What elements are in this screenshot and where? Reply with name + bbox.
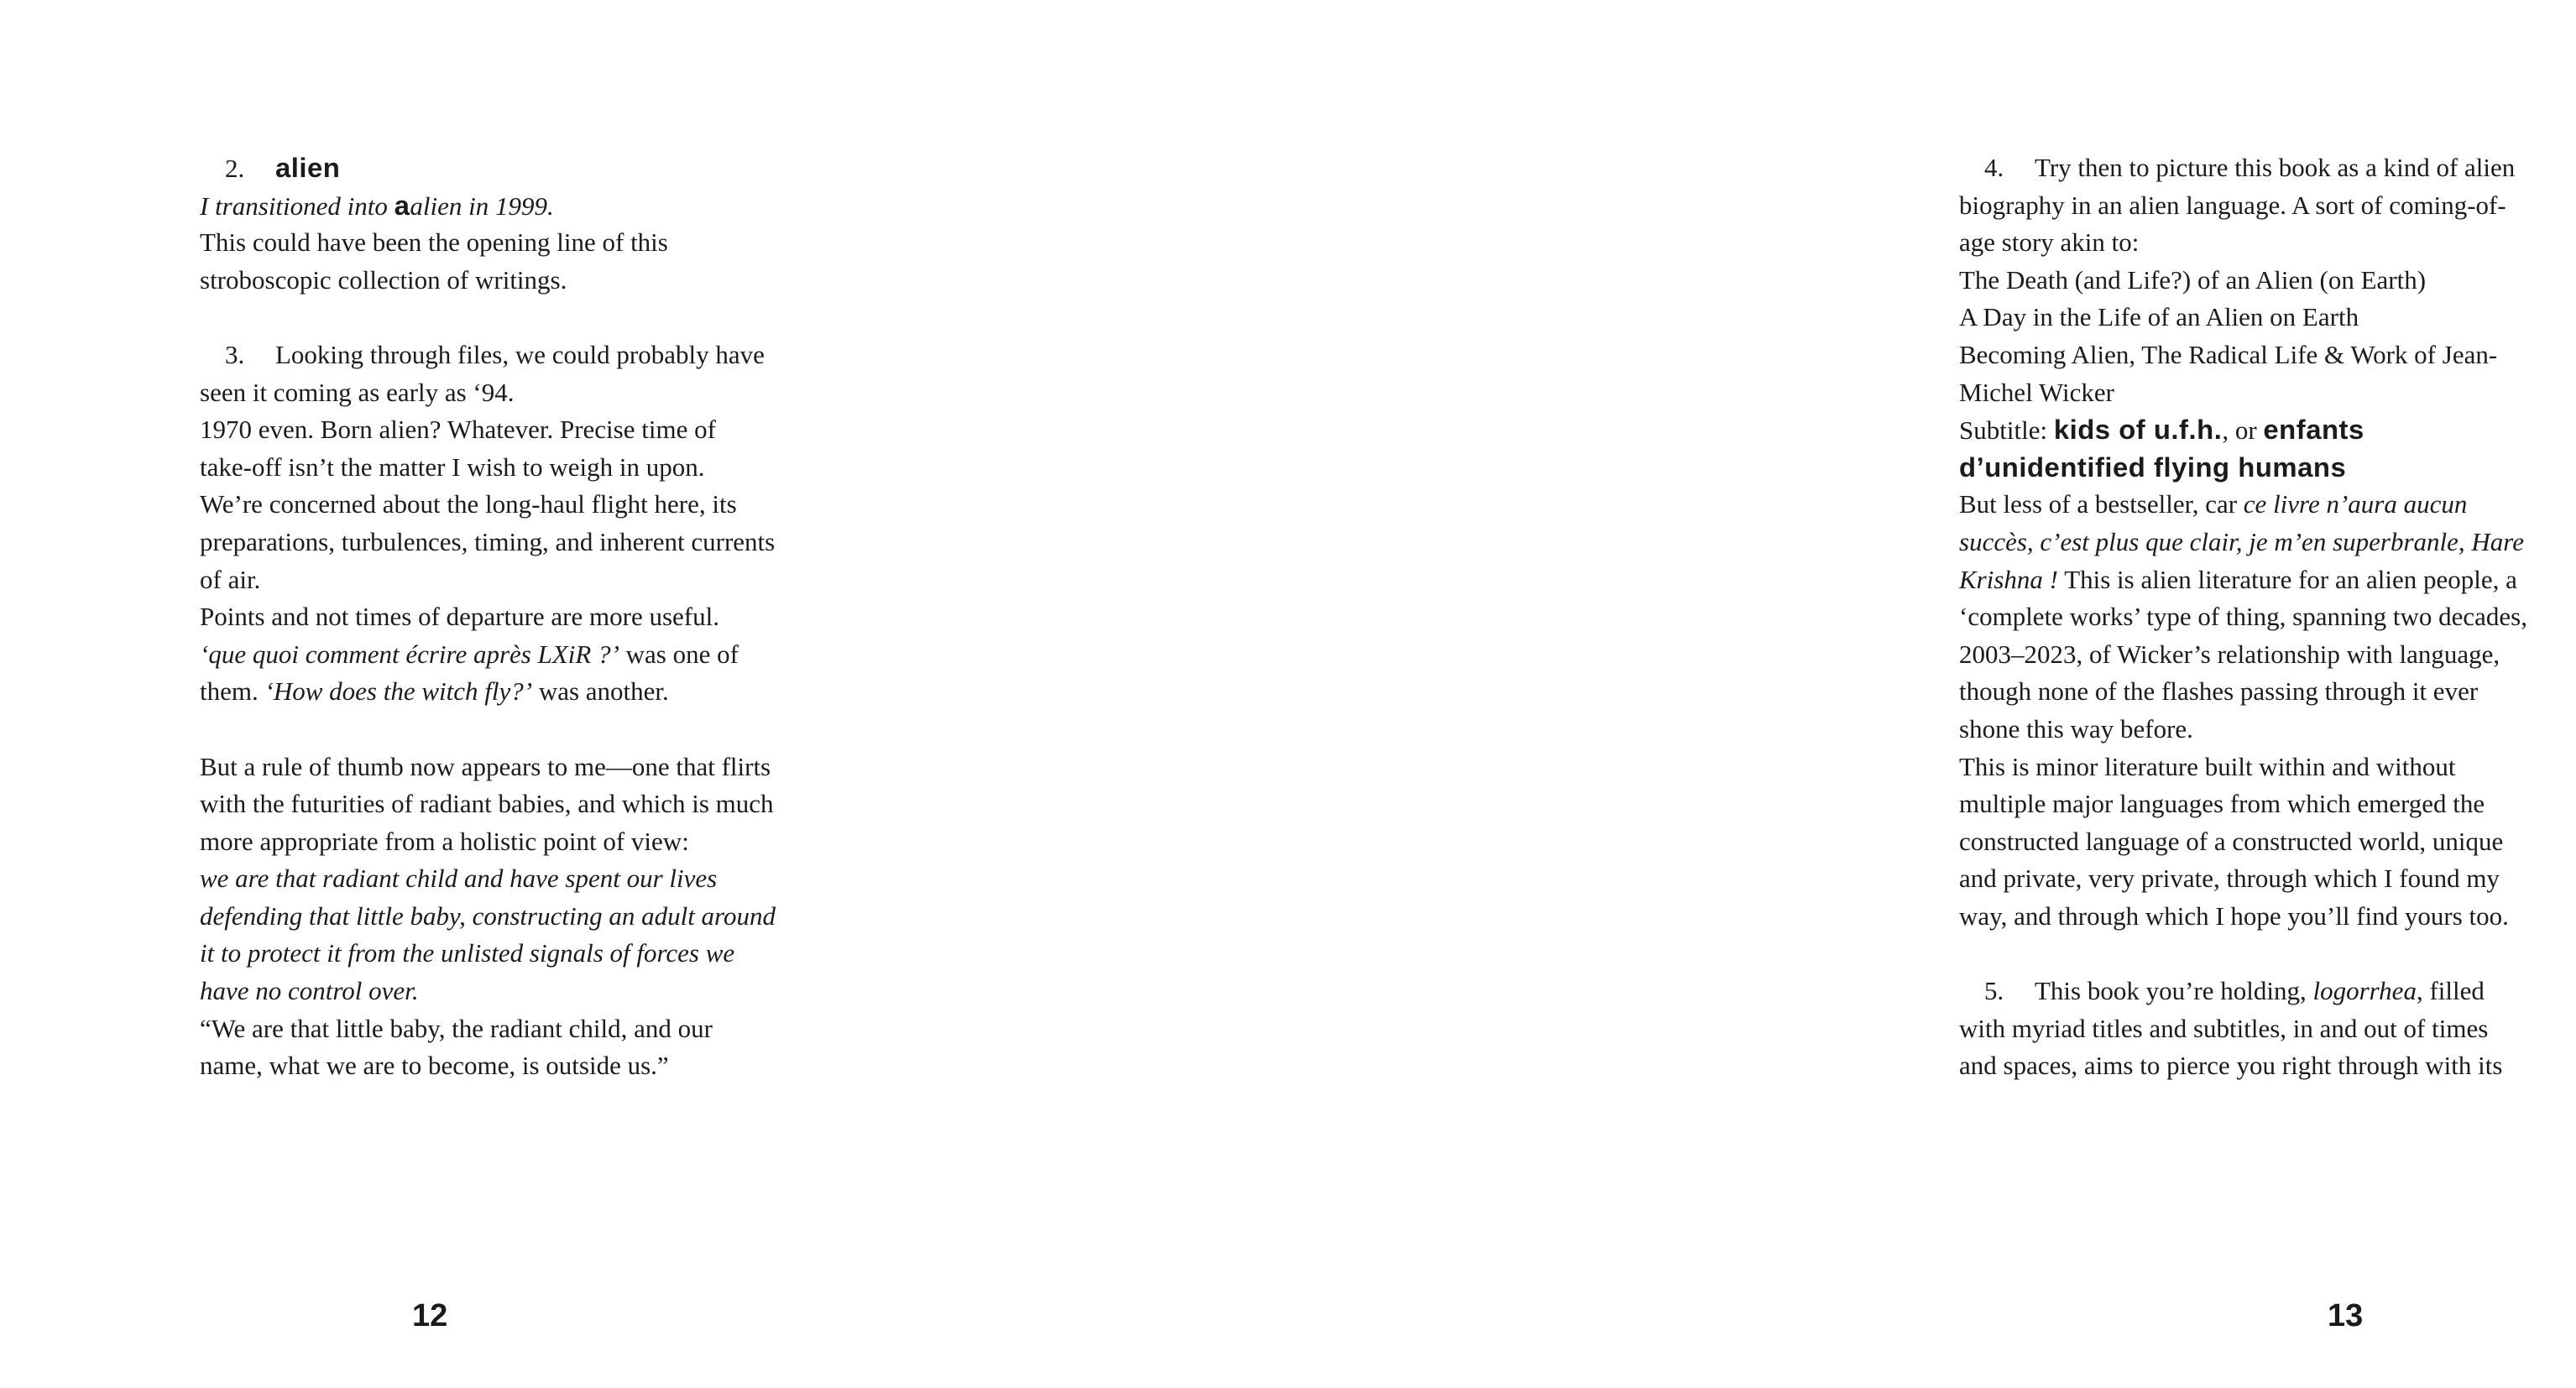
text-run: ‘que quoi comment écrire après LXiR ?’ (200, 639, 619, 669)
text-line (200, 149, 825, 187)
text-run: We’re concerned about the long-haul flight here, its (200, 489, 737, 519)
blank-line (1959, 935, 2576, 973)
text-line (200, 1047, 825, 1085)
text-line (1959, 224, 2576, 262)
text-line (200, 449, 825, 487)
text-run: name, what we are to become, is outside us.” (200, 1051, 669, 1081)
text-line (1959, 973, 2576, 1010)
text-line (1959, 561, 2576, 599)
text-line (200, 486, 825, 524)
text-run: way, and through which I hope you’ll find yours too. (1959, 900, 2509, 931)
text-line (1959, 337, 2576, 374)
text-run: with myriad titles and subtitles, in and out of times (1959, 1013, 2489, 1043)
text-run: Michel Wicker (1959, 377, 2114, 407)
text-run: Krishna ! (1959, 564, 2058, 594)
text-run: ‘complete works’ type of thing, spanning two decades, (1959, 602, 2527, 632)
text-run: alien in 1999. (410, 190, 554, 221)
text-run: we are that radiant child and have spent our lives (200, 864, 718, 894)
text-run: it to protect it from the unlisted signals of forces we (200, 938, 735, 968)
text-line (200, 224, 825, 262)
text-run: ce livre n’aura aucun (2243, 489, 2468, 519)
text-run: A Day in the Life of an Alien on Earth (1959, 302, 2359, 332)
text-line (200, 524, 825, 561)
text-line (1959, 711, 2576, 749)
text-line (1959, 1047, 2576, 1085)
text-column-left (200, 149, 825, 1085)
text-run: them. (200, 676, 265, 707)
text-run: defending that little baby, constructing an adult around (200, 900, 776, 931)
text-run: take-off isn’t the matter I wish to weigh in upon. (200, 451, 705, 482)
text-run: Try then to picture this book as a kind of alien (2035, 153, 2516, 182)
text-run: more appropriate from a holistic point of view: (200, 826, 689, 856)
text-line (200, 898, 825, 936)
text-line (200, 411, 825, 449)
page-number-right: 13 (2328, 1298, 2364, 1333)
text-run: I transitioned into (200, 190, 394, 221)
text-run: 3. (225, 339, 245, 369)
text-line (1959, 673, 2576, 711)
text-run: But a rule of thumb now appears to me—one that flirts (200, 751, 771, 781)
text-run: d’unidentified flying humans (1959, 451, 2347, 483)
text-line (200, 1010, 825, 1048)
text-line (200, 823, 825, 861)
text-run: logorrhea (2312, 976, 2417, 1006)
text-run: Looking through files, we could probably have (275, 339, 765, 369)
text-run: Becoming Alien, The Radical Life & Work of Jean- (1959, 339, 2498, 369)
text-line (1959, 187, 2576, 225)
text-run: kids of u.f.h. (2053, 414, 2223, 446)
text-run: This is alien literature for an alien people, a (2058, 564, 2517, 594)
page-right (925, 0, 2527, 1388)
text-run: was another. (532, 676, 669, 707)
text-line (200, 785, 825, 823)
text-run: though none of the flashes passing through it ever (1959, 676, 2479, 707)
text-line (200, 598, 825, 636)
text-line (200, 374, 825, 412)
text-run: This book you’re holding, (2035, 976, 2313, 1006)
text-line (1959, 898, 2576, 936)
text-run: 2. (225, 154, 245, 183)
text-line (1959, 486, 2576, 524)
text-line (1959, 262, 2576, 300)
text-line (1959, 1010, 2576, 1048)
text-run: of air. (200, 564, 261, 594)
text-run: But less of a bestseller, car (1959, 489, 2244, 519)
text-line (1959, 860, 2576, 898)
text-line (200, 561, 825, 599)
blank-line (200, 299, 825, 337)
text-line (200, 262, 825, 300)
text-line (1959, 636, 2576, 674)
text-run: enfants (2263, 414, 2364, 446)
text-run: stroboscopic collection of writings. (200, 264, 567, 295)
text-run: have no control over. (200, 976, 419, 1006)
text-line (1959, 749, 2576, 786)
text-line (200, 636, 825, 674)
text-line (1959, 823, 2576, 861)
text-run: Points and not times of departure are more useful. (200, 602, 719, 632)
text-line (200, 935, 825, 973)
text-run: seen it coming as early as ‘94. (200, 377, 515, 407)
text-run: biography in an alien language. A sort of coming-of- (1959, 190, 2506, 220)
text-line (1959, 299, 2576, 337)
text-line (200, 749, 825, 786)
text-line (1959, 598, 2576, 636)
text-line (1959, 785, 2576, 823)
text-run: , filled (2416, 976, 2485, 1006)
text-line (200, 673, 825, 711)
text-run: a (394, 189, 410, 221)
text-run: shone this way before. (1959, 713, 2193, 744)
text-line (200, 187, 825, 225)
text-run: This could have been the opening line of this (200, 227, 668, 258)
text-run: alien (275, 152, 341, 183)
text-line (1959, 411, 2576, 449)
text-run: constructed language of a constructed world, unique (1959, 826, 2504, 856)
text-line (1959, 524, 2576, 561)
text-run: ‘How does the witch fly?’ (264, 676, 533, 707)
text-run: Subtitle: (1959, 415, 2054, 446)
blank-line (200, 711, 825, 749)
text-run: and spaces, aims to pierce you right through with its (1959, 1051, 2503, 1081)
text-line (1959, 374, 2576, 412)
text-run: 1970 even. Born alien? Whatever. Precise time of (200, 415, 716, 445)
page-number-left: 12 (412, 1298, 448, 1333)
text-line (200, 337, 825, 374)
text-run: 4. (1984, 153, 2004, 182)
text-run: This is minor literature built within and without (1959, 751, 2456, 781)
text-run: with the futurities of radiant babies, and which is much (200, 789, 774, 819)
text-run: multiple major languages from which emerged the (1959, 789, 2485, 819)
text-run: “We are that little baby, the radiant child, and our (200, 1013, 713, 1043)
text-run: , or (2222, 415, 2264, 446)
text-run: The Death (and Life?) of an Alien (on Earth) (1959, 264, 2427, 295)
text-run: preparations, turbulences, timing, and inherent currents (200, 526, 776, 556)
text-line (1959, 449, 2576, 487)
text-run: and private, very private, through which I found my (1959, 864, 2500, 894)
text-run: was one of (619, 639, 739, 669)
text-run: succès, c’est plus que clair, je m’en superbranle, Hare (1959, 526, 2524, 556)
text-run: age story akin to: (1959, 227, 2140, 258)
page-left (0, 0, 925, 1388)
text-line (1959, 149, 2576, 187)
text-run: 5. (1984, 976, 2004, 1006)
text-line (200, 973, 825, 1010)
text-column-right (1959, 149, 2576, 1085)
text-line (200, 860, 825, 898)
text-run: 2003–2023, of Wicker’s relationship with language, (1959, 639, 2500, 669)
